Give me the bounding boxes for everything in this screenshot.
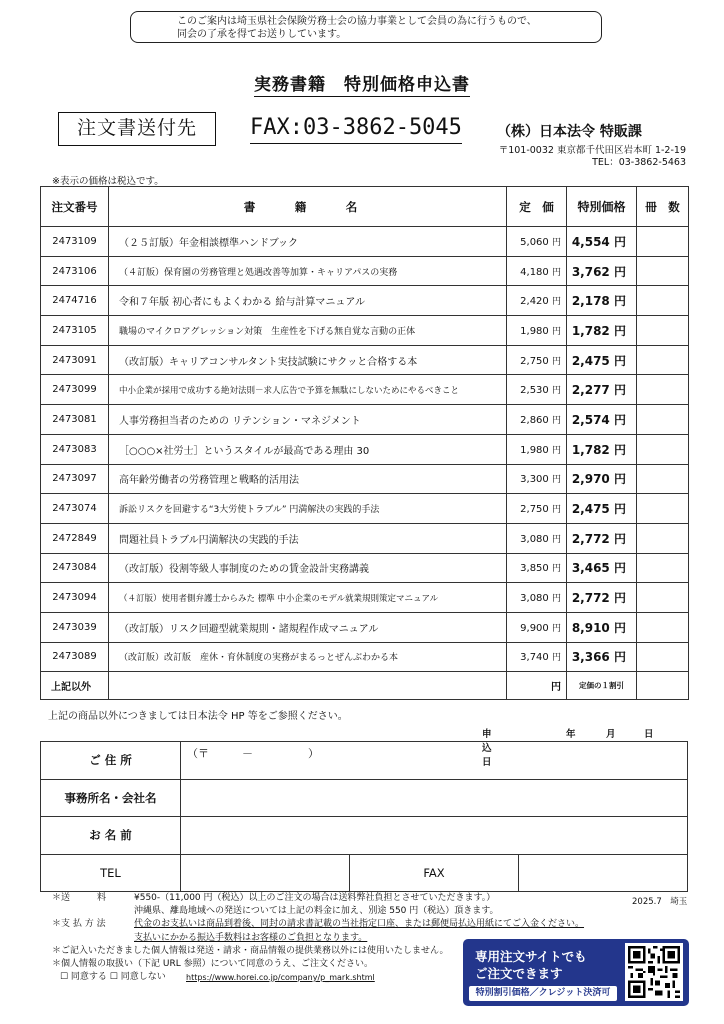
special-price-value: 2,574 xyxy=(571,412,610,427)
document-title-text: 実務書籍 特別価格申込書 xyxy=(254,75,470,95)
book-title: 中小企業が採用で成功する絶対法則－求人広告で予算を無駄にしないためにやるべきこと xyxy=(109,375,507,405)
yen-unit: 円 xyxy=(613,442,626,457)
order-table-header xyxy=(41,187,689,227)
special-price-value: 8,910 xyxy=(571,620,610,635)
order-number: 2473084 xyxy=(41,553,109,583)
order-number: 2472849 xyxy=(41,523,109,553)
yen-unit: 円 xyxy=(551,564,561,575)
quantity-input[interactable] xyxy=(637,316,689,346)
other-quantity-input[interactable] xyxy=(637,672,689,700)
list-price-value: 2,530 xyxy=(520,385,549,397)
list-price-value: 5,060 xyxy=(520,236,549,248)
order-number: 2473094 xyxy=(41,583,109,613)
special-price xyxy=(567,553,637,583)
shipping-text: ¥550-（11,000 円（税込）以上のご注文の場合は送料弊社負担とさせていただきます。） xyxy=(134,893,496,903)
yen-unit: 円 xyxy=(551,326,561,337)
table-row xyxy=(41,405,689,435)
tel-field[interactable] xyxy=(181,854,350,892)
address-field[interactable] xyxy=(181,742,688,780)
list-price xyxy=(507,642,567,672)
book-title: 令和７年版 初心者にもよくわかる 給与計算マニュアル xyxy=(109,286,507,316)
quantity-input[interactable] xyxy=(637,464,689,494)
yen-unit: 円 xyxy=(551,623,561,634)
list-price-value: 3,080 xyxy=(520,593,549,605)
header-quantity: 冊 数 xyxy=(637,187,689,227)
yen-unit: 円 xyxy=(551,386,561,397)
special-price-value: 2,277 xyxy=(571,383,610,398)
reference-note: 上記の商品以外につきましては日本法令 HP 等をご参照ください。 xyxy=(48,711,348,722)
quantity-input[interactable] xyxy=(637,256,689,286)
table-row xyxy=(41,256,689,286)
address-label: ご 住 所 xyxy=(41,742,181,780)
list-price xyxy=(507,227,567,257)
notice-line-2: 同会の了承を得てお送りしています。 xyxy=(177,29,347,40)
yen-unit: 円 xyxy=(613,561,626,576)
special-price xyxy=(567,642,637,672)
quantity-input[interactable] xyxy=(637,553,689,583)
yen-unit: 円 xyxy=(551,653,561,664)
apply-date-label: 申込日 xyxy=(482,729,492,768)
tel-label: TEL xyxy=(41,854,181,892)
yen-unit: 円 xyxy=(613,502,626,517)
yen-unit: 円 xyxy=(613,531,626,546)
yen-unit: 円 xyxy=(551,415,561,426)
list-price xyxy=(507,612,567,642)
list-price xyxy=(507,316,567,346)
office-label: 事務所名・会社名 xyxy=(41,779,181,817)
table-row xyxy=(41,375,689,405)
list-price xyxy=(507,494,567,524)
quantity-input[interactable] xyxy=(637,494,689,524)
table-row xyxy=(41,434,689,464)
quantity-input[interactable] xyxy=(637,434,689,464)
table-row xyxy=(41,345,689,375)
yen-unit: 円 xyxy=(613,472,626,487)
list-price xyxy=(507,583,567,613)
quantity-input[interactable] xyxy=(637,286,689,316)
list-price-value: 1,980 xyxy=(520,444,549,456)
phone-row xyxy=(41,854,688,892)
tax-note: ※表示の価格は税込です。 xyxy=(52,176,164,187)
address-row xyxy=(41,742,688,780)
list-price xyxy=(507,256,567,286)
payment-text: 代金のお支払いは商品到着後、同封の請求書記載の当社指定口座、または郵便局払込用紙にてご入金ください。 xyxy=(134,919,585,930)
name-field[interactable] xyxy=(181,817,688,855)
book-title: 高年齢労働者の労務管理と戦略的活用法 xyxy=(109,464,507,494)
table-row xyxy=(41,494,689,524)
special-price xyxy=(567,405,637,435)
quantity-input[interactable] xyxy=(637,405,689,435)
table-row xyxy=(41,227,689,257)
special-price xyxy=(567,256,637,286)
promo-line-1: 専用注文サイトでも xyxy=(475,949,587,964)
order-table xyxy=(40,186,689,700)
list-price-value: 4,180 xyxy=(520,266,549,278)
cooperation-notice xyxy=(130,11,602,43)
privacy-text-2: ＊個人情報の取扱い（下記 URL 参照）について同意のうえ、ご注文ください。 xyxy=(52,958,373,969)
yen-unit: 円 xyxy=(551,237,561,248)
other-title-field[interactable] xyxy=(109,672,507,700)
special-price-value: 3,366 xyxy=(571,650,610,665)
list-price xyxy=(507,464,567,494)
list-price-value: 3,080 xyxy=(520,533,549,545)
list-price xyxy=(507,434,567,464)
special-price-value: 2,475 xyxy=(571,353,610,368)
table-row xyxy=(41,583,689,613)
special-price xyxy=(567,375,637,405)
order-number: 2473099 xyxy=(41,375,109,405)
company-address-line: 〒101-0032 東京都千代田区岩本町 1-2-19 xyxy=(498,145,686,156)
list-price-value: 3,300 xyxy=(520,474,549,486)
book-title: （４訂版）保育園の労務管理と処遇改善等加算・キャリアパスの実務 xyxy=(109,256,507,286)
quantity-input[interactable] xyxy=(637,345,689,375)
list-price-value: 9,900 xyxy=(520,622,549,634)
quantity-input[interactable] xyxy=(637,375,689,405)
table-row xyxy=(41,464,689,494)
list-price xyxy=(507,345,567,375)
book-title: 訴訟リスクを回避する“3大労使トラブル” 円満解決の実践的手法 xyxy=(109,494,507,524)
online-order-banner[interactable] xyxy=(463,939,689,1006)
quantity-input[interactable] xyxy=(637,642,689,672)
table-row xyxy=(41,553,689,583)
shipping-text-2: 沖縄県、離島地域への発送については上記の料金に加え、別途 550 円（税込）頂きます。 xyxy=(134,906,499,917)
zip-template: （〒 － ） xyxy=(187,747,319,760)
list-price-value: 2,750 xyxy=(520,504,549,516)
special-price-value: 3,465 xyxy=(571,561,610,576)
special-price xyxy=(567,464,637,494)
list-price xyxy=(507,405,567,435)
yen-unit: 円 xyxy=(613,650,626,665)
special-price xyxy=(567,345,637,375)
qr-code-icon[interactable] xyxy=(625,943,683,1001)
list-price-value: 2,860 xyxy=(520,414,549,426)
fax-field[interactable] xyxy=(519,854,688,892)
yen-unit: 円 xyxy=(551,445,561,456)
list-price xyxy=(507,553,567,583)
list-price-value: 2,750 xyxy=(520,355,549,367)
quantity-input[interactable] xyxy=(637,612,689,642)
quantity-input[interactable] xyxy=(637,583,689,613)
order-number: 2473109 xyxy=(41,227,109,257)
table-row xyxy=(41,316,689,346)
notice-line-1: このご案内は埼玉県社会保険労務士会の協力事業として会員の為に行うもので、 xyxy=(177,16,537,27)
name-label: お 名 前 xyxy=(41,817,181,855)
special-price xyxy=(567,434,637,464)
customer-info-form xyxy=(40,741,688,892)
shipping-row xyxy=(52,892,612,905)
yen-unit: 円 xyxy=(613,234,626,249)
shipping-row-2 xyxy=(52,905,612,918)
qr-code-graphic xyxy=(628,946,680,998)
company-tel: TEL：03-3862-5463 xyxy=(592,157,686,168)
order-number: 2473039 xyxy=(41,612,109,642)
order-number: 2474716 xyxy=(41,286,109,316)
table-row xyxy=(41,523,689,553)
list-price xyxy=(507,523,567,553)
special-price-value: 2,772 xyxy=(571,591,610,606)
list-price-value: 1,980 xyxy=(520,325,549,337)
office-row xyxy=(41,779,688,817)
list-price xyxy=(507,286,567,316)
order-number: 2473106 xyxy=(41,256,109,286)
yen-unit: 円 xyxy=(551,356,561,367)
promo-discount-bar: 特別割引価格／クレジット決済可 xyxy=(469,986,617,1001)
fax-number: FAX:03-3862-5045 xyxy=(250,113,462,144)
apply-date-day: 日 xyxy=(644,729,654,740)
header-order-number: 注文番号 xyxy=(41,187,109,227)
list-price-value: 3,850 xyxy=(520,563,549,575)
shipping-label: ＊送 料 xyxy=(52,893,107,903)
payment-label: ＊支 払 方 法 xyxy=(52,919,106,930)
yen-unit: 円 xyxy=(613,323,626,338)
quantity-input[interactable] xyxy=(637,227,689,257)
version-label: 2025.7 埼玉 xyxy=(632,897,688,907)
special-price-value: 4,554 xyxy=(571,234,610,249)
book-title: （改訂版）改訂版 産休・育休制度の実務がまるっとぜんぶわかる本 xyxy=(109,642,507,672)
yen-unit: 円 xyxy=(551,505,561,516)
list-price xyxy=(507,375,567,405)
special-price xyxy=(567,316,637,346)
yen-unit: 円 xyxy=(613,383,626,398)
yen-unit: 円 xyxy=(551,475,561,486)
book-title: 職場のマイクロアグレッション対策 生産性を下げる無自覚な言動の正体 xyxy=(109,316,507,346)
other-price-field[interactable] xyxy=(507,672,567,700)
special-price xyxy=(567,523,637,553)
order-number: 2473097 xyxy=(41,464,109,494)
special-price-value: 2,970 xyxy=(571,472,610,487)
special-price-value: 3,762 xyxy=(571,264,610,279)
order-number: 2473089 xyxy=(41,642,109,672)
privacy-url-link[interactable]: https://www.horei.co.jp/company/p_mark.shtml xyxy=(186,973,375,983)
yen-unit: 円 xyxy=(613,591,626,606)
special-price xyxy=(567,286,637,316)
special-price xyxy=(567,227,637,257)
book-title: 問題社員トラブル円満解決の実践的手法 xyxy=(109,523,507,553)
yen-unit: 円 xyxy=(551,267,561,278)
yen-unit: 円 xyxy=(613,264,626,279)
book-title: （改訂版）リスク回避型就業規則・諸規程作成マニュアル xyxy=(109,612,507,642)
payment-row xyxy=(52,918,612,931)
list-price-value: 2,420 xyxy=(520,296,549,308)
order-number: 2473081 xyxy=(41,405,109,435)
book-title: （改訂版）役割等級人事制度のための賃金設計実務講義 xyxy=(109,553,507,583)
yen-unit: 円 xyxy=(551,297,561,308)
book-title: （改訂版）キャリアコンサルタント実技試験にサクッと合格する本 xyxy=(109,345,507,375)
promo-line-2: ご注文できます xyxy=(475,966,563,981)
office-field[interactable] xyxy=(181,779,688,817)
payment-text-2: 支払いにかかる振込手数料はお客様のご負担となります。 xyxy=(134,932,368,943)
other-yen: 円 xyxy=(551,682,561,694)
yen-unit: 円 xyxy=(613,294,626,309)
yen-unit: 円 xyxy=(551,594,561,605)
special-price xyxy=(567,612,637,642)
yen-unit: 円 xyxy=(613,412,626,427)
yen-unit: 円 xyxy=(613,620,626,635)
special-price-value: 2,178 xyxy=(571,294,610,309)
header-book-title: 書 籍 名 xyxy=(109,187,507,227)
privacy-text-1: ＊ご記入いただきました個人情報は発送・請求・商品情報の提供業務以外には使用いたしません。 xyxy=(52,945,449,956)
book-title: （４訂版）使用者側弁護士からみた 標準 中小企業のモデル就業規則策定マニュアル xyxy=(109,583,507,613)
order-number: 2473105 xyxy=(41,316,109,346)
document-title xyxy=(0,70,724,95)
header-special-price: 特別価格 xyxy=(567,187,637,227)
special-price-value: 1,782 xyxy=(571,323,610,338)
company-name: （株）日本法令 特販課 xyxy=(497,124,642,140)
special-price-value: 2,772 xyxy=(571,531,610,546)
order-number: 2473091 xyxy=(41,345,109,375)
quantity-input[interactable] xyxy=(637,523,689,553)
table-row xyxy=(41,286,689,316)
special-price-value: 2,475 xyxy=(571,502,610,517)
yen-unit: 円 xyxy=(613,353,626,368)
book-title: 人事労務担当者のための リテンション・マネジメント xyxy=(109,405,507,435)
book-title: ［○○○×社労士］というスタイルが最高である理由 30 xyxy=(109,434,507,464)
list-price-value: 3,740 xyxy=(520,652,549,664)
special-price xyxy=(567,494,637,524)
table-row-other xyxy=(41,672,689,700)
header-list-price: 定 価 xyxy=(507,187,567,227)
table-row xyxy=(41,642,689,672)
order-send-label: 注文書送付先 xyxy=(58,112,216,146)
table-row xyxy=(41,612,689,642)
name-row xyxy=(41,817,688,855)
fax-label: FAX xyxy=(350,854,519,892)
other-discount-note: 定価の１割引 xyxy=(567,672,637,700)
special-price-value: 1,782 xyxy=(571,442,610,457)
apply-date-month: 月 xyxy=(606,729,616,740)
company-address xyxy=(499,145,686,169)
other-label: 上記以外 xyxy=(41,672,109,700)
agree-checkboxes[interactable]: ☐ 同意する ☐ 同意しない xyxy=(60,972,166,983)
order-number: 2473083 xyxy=(41,434,109,464)
special-price xyxy=(567,583,637,613)
yen-unit: 円 xyxy=(551,534,561,545)
apply-date-year: 年 xyxy=(566,729,576,740)
book-title: （２５訂版）年金相談標準ハンドブック xyxy=(109,227,507,257)
order-number: 2473074 xyxy=(41,494,109,524)
